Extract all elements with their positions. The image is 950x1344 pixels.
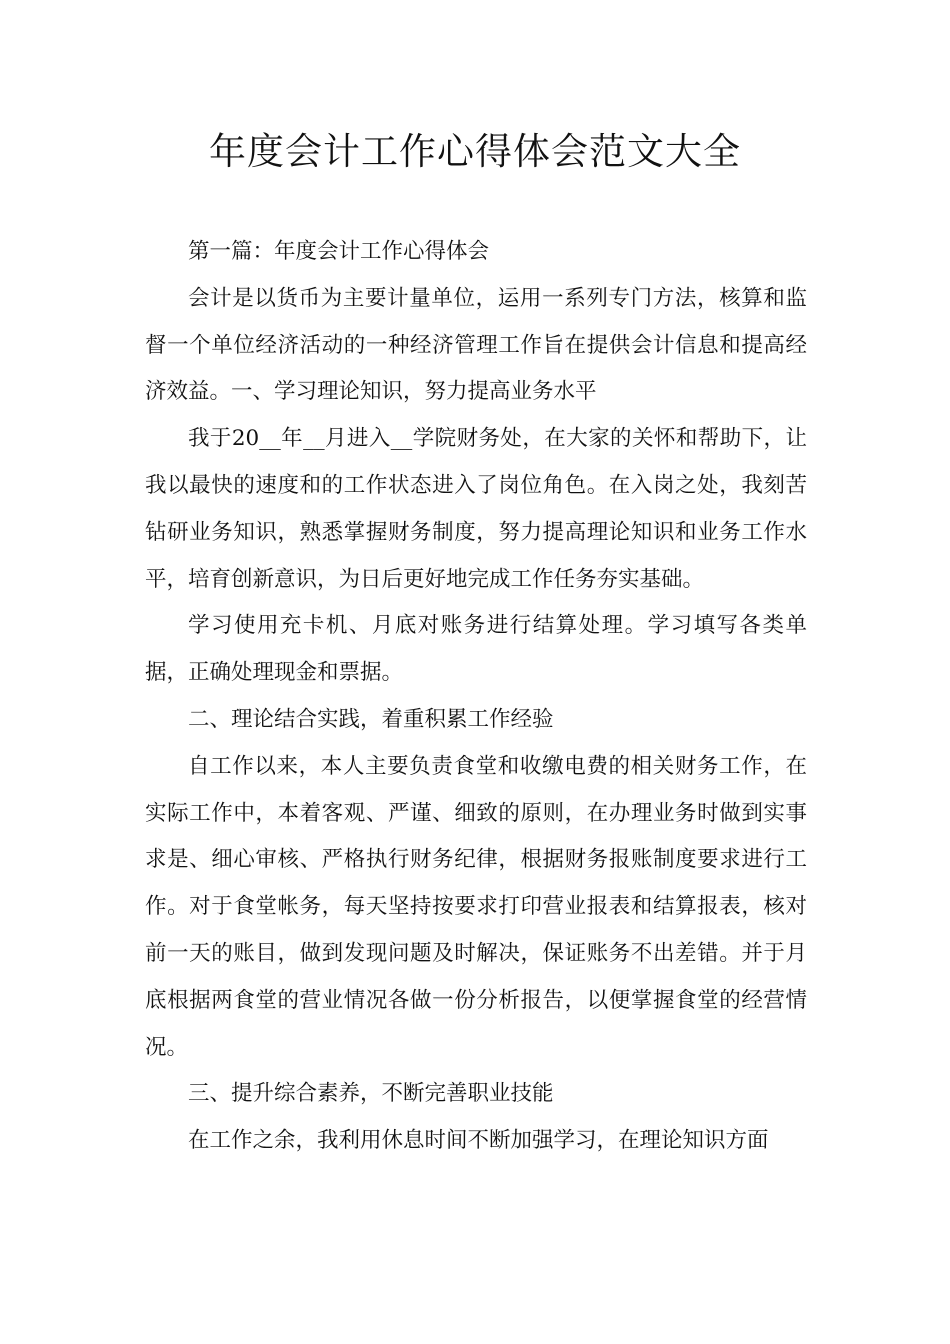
heading-first-article: 第一篇：年度会计工作心得体会 <box>188 239 490 264</box>
paragraph-accounting-definition: 会计是以货币为主要计量单位，运用一系列专门方法，核算和监督一个单位经济活动的一种经济管理工作旨在提供会计信息和提高经济效益。一、学习理论知识，努力提高业务水平 <box>145 285 807 405</box>
paragraph-joining-finance-office: 我于20__年__月进入__学院财务处，在大家的关怀和帮助下，让我以最快的速度和的工作状态进入了岗位角色。在入岗之处，我刻苦钻研业务知识，熟悉掌握财务制度，努力提高理论知识和业务工作水平，培育创新意识，为日后更好地完成工作任务夯实基础。 <box>145 426 807 592</box>
paragraph-learning-tasks: 学习使用充卡机、月底对账务进行结算处理。学习填写各类单据，正确处理现金和票据。 <box>145 613 807 686</box>
document-title: 年度会计工作心得体会范文大全 <box>209 130 741 173</box>
document-body <box>145 229 807 1165</box>
heading-section-three: 三、提升综合素养，不断完善职业技能 <box>188 1081 554 1107</box>
heading-section-two: 二、理论结合实践，着重积累工作经验 <box>188 706 554 732</box>
paragraph-continued-study: 在工作之余，我利用休息时间不断加强学习，在理论知识方面 <box>188 1128 769 1154</box>
paragraph-work-practice: 自工作以来，本人主要负责食堂和收缴电费的相关财务工作，在实际工作中，本着客观、严谨、细致的原则，在办理业务时做到实事求是、细心审核、严格执行财务纪律，根据财务报账制度要求进行工作。对于食堂帐务，每天坚持按要求打印营业报表和结算报表，核对前一天的账目，做到发现问题及时解决，保证账务不出差错。并于月底根据两食堂的营业情况各做一份分析报告，以便掌握食堂的经营情况。 <box>145 753 807 1060</box>
